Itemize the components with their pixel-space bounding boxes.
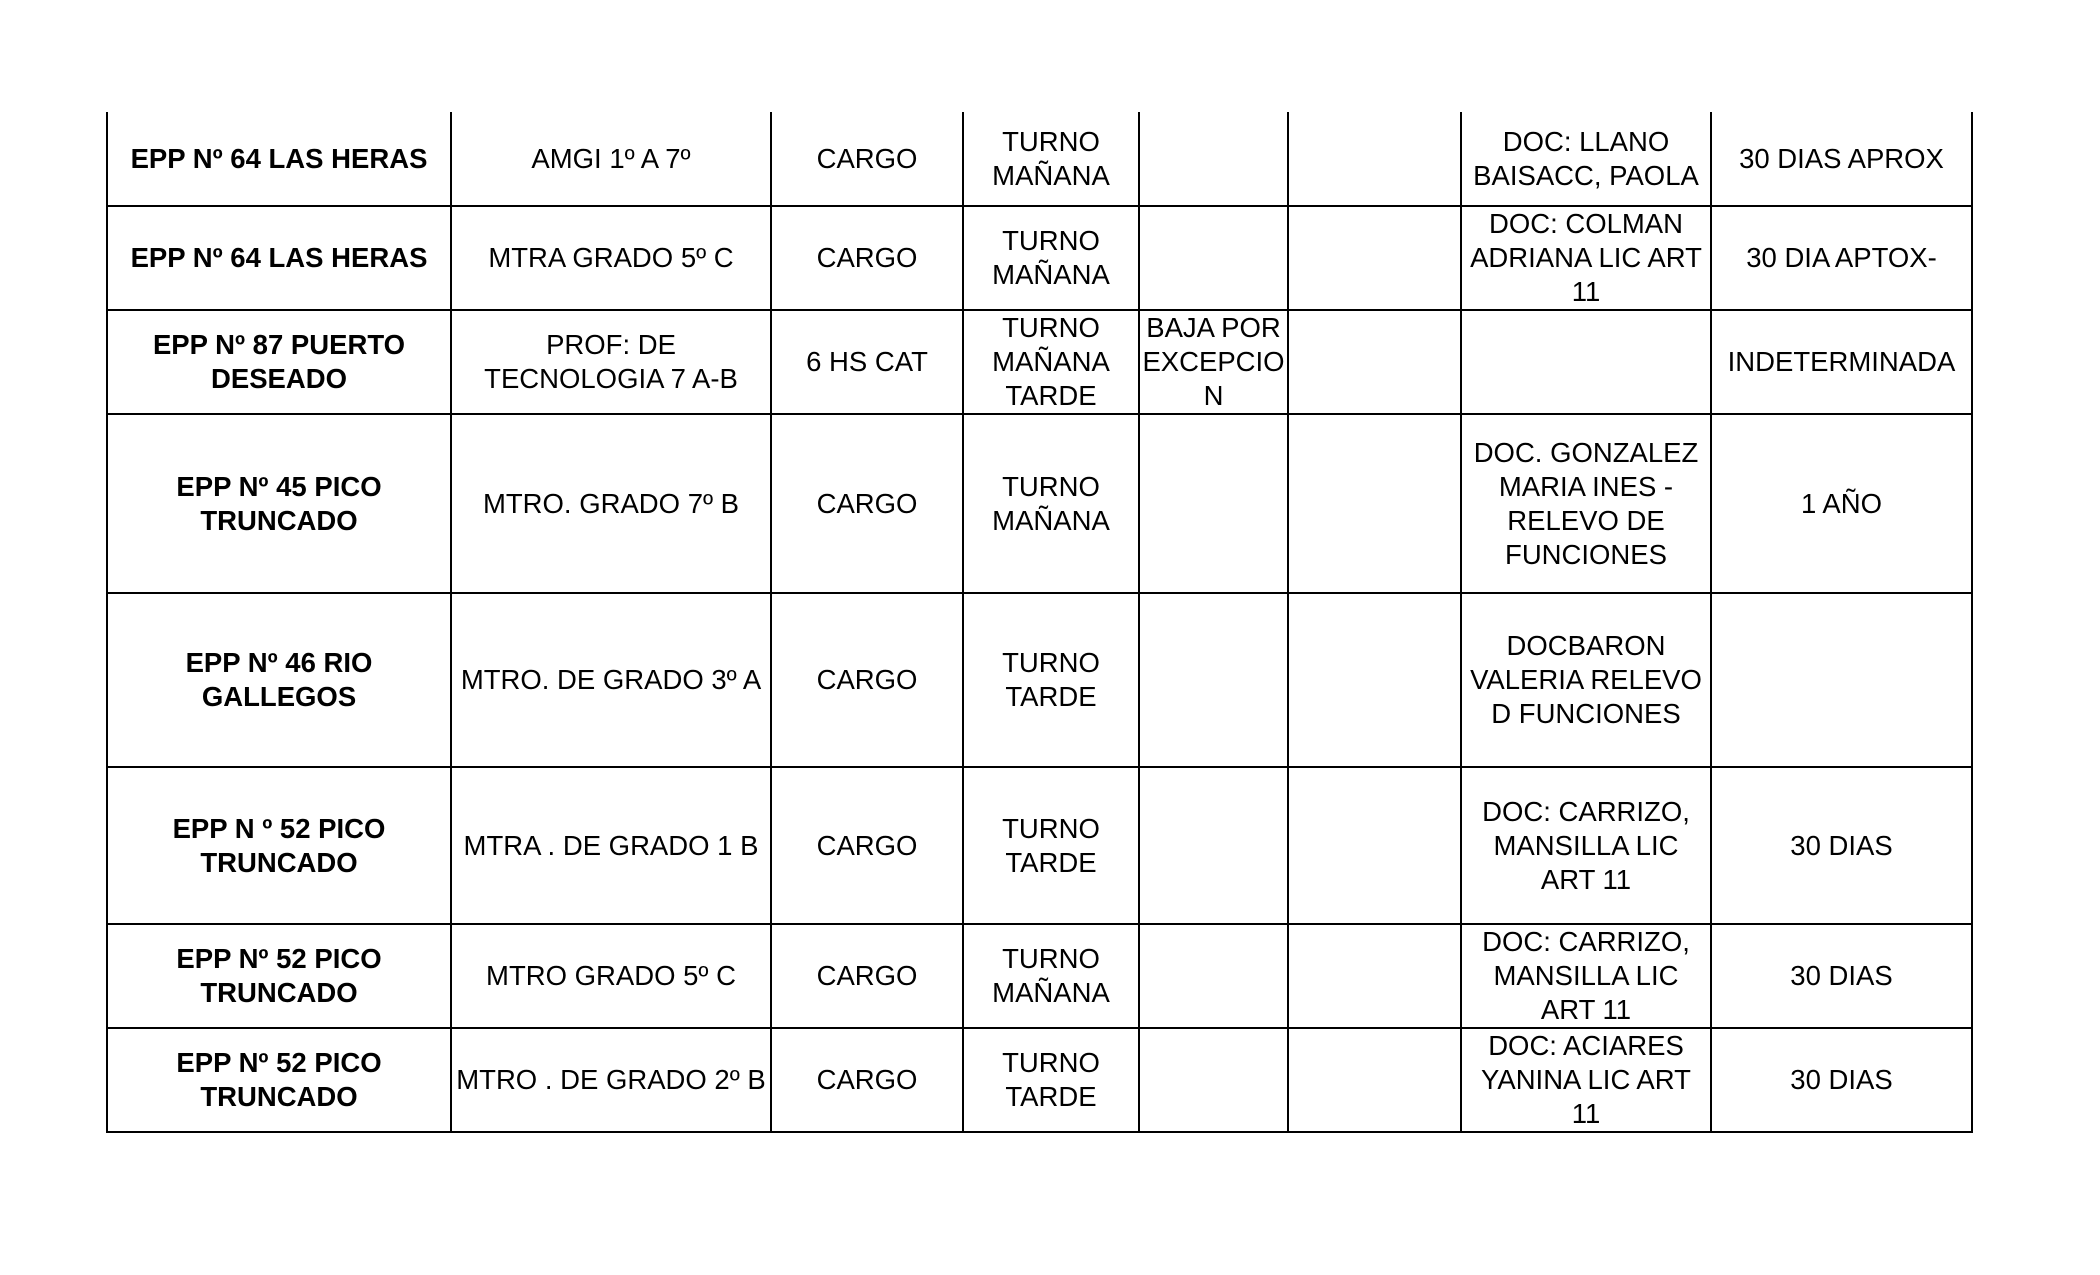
reason-cell	[1139, 1028, 1288, 1132]
duration-cell: 30 DIAS	[1711, 1028, 1972, 1132]
table-row	[107, 593, 1972, 767]
duration-cell: 30 DIAS	[1711, 767, 1972, 924]
school-cell: EPP Nº 52 PICO TRUNCADO	[107, 1028, 451, 1132]
school-cell: EPP N º 52 PICO TRUNCADO	[107, 767, 451, 924]
replaces-cell	[1461, 310, 1711, 414]
table-row	[107, 206, 1972, 310]
duration-cell: 30 DIA APTOX-	[1711, 206, 1972, 310]
shift-cell: TURNO MAÑANA	[963, 414, 1139, 593]
shift-cell: TURNO MAÑANA	[963, 112, 1139, 206]
duration-cell: 30 DIAS	[1711, 924, 1972, 1028]
replaces-cell: DOC: COLMAN ADRIANA LIC ART 11	[1461, 206, 1711, 310]
table-row	[107, 924, 1972, 1028]
replaces-cell: DOC: ACIARES YANINA LIC ART 11	[1461, 1028, 1711, 1132]
shift-cell: TURNO MAÑANA	[963, 206, 1139, 310]
extra-cell	[1288, 310, 1461, 414]
type-cell: CARGO	[771, 414, 963, 593]
school-cell: EPP Nº 64 LAS HERAS	[107, 206, 451, 310]
replaces-cell: DOC. GONZALEZ MARIA INES - RELEVO DE FUNCIONES	[1461, 414, 1711, 593]
position-cell: MTRA GRADO 5º C	[451, 206, 771, 310]
type-cell: 6 HS CAT	[771, 310, 963, 414]
replaces-cell: DOC: CARRIZO, MANSILLA LIC ART 11	[1461, 767, 1711, 924]
reason-cell: BAJA POR EXCEPCION	[1139, 310, 1288, 414]
extra-cell	[1288, 924, 1461, 1028]
type-cell: CARGO	[771, 767, 963, 924]
shift-cell: TURNO MAÑANA TARDE	[963, 310, 1139, 414]
position-cell: AMGI 1º A 7º	[451, 112, 771, 206]
table-row	[107, 414, 1972, 593]
shift-cell: TURNO TARDE	[963, 767, 1139, 924]
extra-cell	[1288, 767, 1461, 924]
table-row	[107, 310, 1972, 414]
school-cell: EPP Nº 46 RIO GALLEGOS	[107, 593, 451, 767]
shift-cell: TURNO MAÑANA	[963, 924, 1139, 1028]
extra-cell	[1288, 414, 1461, 593]
extra-cell	[1288, 1028, 1461, 1132]
reason-cell	[1139, 414, 1288, 593]
duration-cell: INDETERMINADA	[1711, 310, 1972, 414]
table-row	[107, 767, 1972, 924]
shift-cell: TURNO TARDE	[963, 593, 1139, 767]
replaces-cell: DOC: LLANO BAISACC, PAOLA	[1461, 112, 1711, 206]
reason-cell	[1139, 924, 1288, 1028]
type-cell: CARGO	[771, 206, 963, 310]
reason-cell	[1139, 767, 1288, 924]
vacancy-table	[106, 112, 1973, 1133]
extra-cell	[1288, 112, 1461, 206]
shift-cell: TURNO TARDE	[963, 1028, 1139, 1132]
replaces-cell: DOCBARON VALERIA RELEVO D FUNCIONES	[1461, 593, 1711, 767]
school-cell: EPP Nº 87 PUERTO DESEADO	[107, 310, 451, 414]
duration-cell: 1 AÑO	[1711, 414, 1972, 593]
position-cell: MTRO . DE GRADO 2º B	[451, 1028, 771, 1132]
school-cell: EPP Nº 64 LAS HERAS	[107, 112, 451, 206]
table-row	[107, 1028, 1972, 1132]
position-cell: MTRA . DE GRADO 1 B	[451, 767, 771, 924]
reason-cell	[1139, 206, 1288, 310]
table-row	[107, 112, 1972, 206]
school-cell: EPP Nº 52 PICO TRUNCADO	[107, 924, 451, 1028]
duration-cell	[1711, 593, 1972, 767]
duration-cell: 30 DIAS APROX	[1711, 112, 1972, 206]
extra-cell	[1288, 206, 1461, 310]
reason-cell	[1139, 112, 1288, 206]
school-cell: EPP Nº 45 PICO TRUNCADO	[107, 414, 451, 593]
position-cell: MTRO. DE GRADO 3º A	[451, 593, 771, 767]
type-cell: CARGO	[771, 593, 963, 767]
reason-cell	[1139, 593, 1288, 767]
position-cell: MTRO. GRADO 7º B	[451, 414, 771, 593]
type-cell: CARGO	[771, 924, 963, 1028]
position-cell: MTRO GRADO 5º C	[451, 924, 771, 1028]
extra-cell	[1288, 593, 1461, 767]
replaces-cell: DOC: CARRIZO, MANSILLA LIC ART 11	[1461, 924, 1711, 1028]
position-cell: PROF: DE TECNOLOGIA 7 A-B	[451, 310, 771, 414]
type-cell: CARGO	[771, 1028, 963, 1132]
type-cell: CARGO	[771, 112, 963, 206]
